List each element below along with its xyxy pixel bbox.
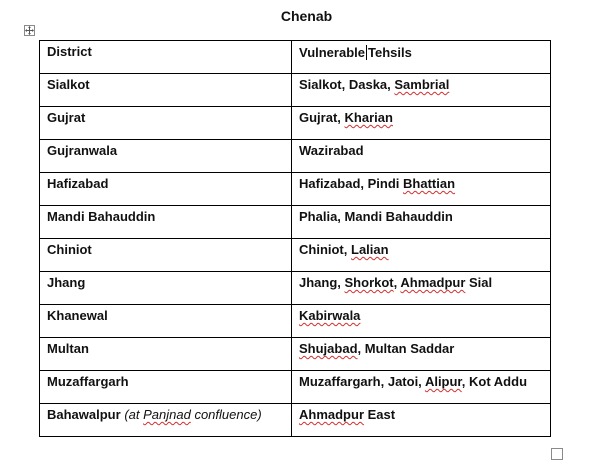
tehsils-cell[interactable] [292,206,551,239]
district-name: Sialkot [47,77,90,92]
tehsil-text: Hafizabad, Pindi [299,176,404,191]
district-cell[interactable] [40,140,292,173]
district-cell[interactable] [40,206,292,239]
table-row [40,239,551,272]
district-note [121,407,262,422]
tehsil-flagged-word: Sambrial [394,77,450,92]
table-row [40,404,551,437]
table-row [40,371,551,404]
table-row [40,338,551,371]
district-name: Muzaffargarh [47,374,129,389]
tehsil-text: Gujrat, [299,110,345,125]
district-name: Mandi Bahauddin [47,209,156,224]
district-cell[interactable] [40,74,292,107]
district-name: Khanewal [47,308,108,323]
district-name: Chiniot [47,242,92,257]
table-row [40,206,551,239]
tehsil-flagged-word: Lalian [351,242,389,257]
district-cell[interactable] [40,173,292,206]
district-cell[interactable] [40,404,292,437]
tehsil-text: Muzaffargarh, Jatoi, [299,374,425,389]
header-tehsils[interactable] [292,41,551,74]
district-note-close: confluence) [190,407,262,422]
tehsil-text: Jhang, [299,275,345,290]
district-cell[interactable] [40,107,292,140]
district-note-flagged-word: Panjnad [143,407,191,422]
district-cell[interactable] [40,239,292,272]
tehsil-text: East [364,407,396,422]
header-district[interactable] [40,41,292,74]
tehsil-flagged-word: Ahmadpur [299,407,364,422]
table-row [40,74,551,107]
tehsil-text: Sial [465,275,493,290]
tehsil-flagged-word: Shorkot [344,275,394,290]
chenab-table [39,40,551,437]
tehsils-cell[interactable] [292,371,551,404]
header-district-label: District [47,44,92,59]
tehsil-text: Wazirabad [299,143,364,158]
district-cell[interactable] [40,305,292,338]
district-cell[interactable] [40,371,292,404]
district-name: Bahawalpur [47,407,121,422]
tehsil-text: Chiniot, [299,242,351,257]
district-cell[interactable] [40,272,292,305]
tehsil-flagged-word: Shujabad [299,341,358,356]
tehsil-flagged-word: Bhattian [403,176,456,191]
tehsil-text: , Daska, [341,77,395,92]
header-tehsils-label-part2: Tehsils [367,45,412,60]
district-name: Gujrat [47,110,86,125]
tehsils-cell[interactable] [292,74,551,107]
tehsil-flagged-word: Alipur [424,374,462,389]
tehsils-cell[interactable] [292,272,551,305]
tehsils-cell[interactable] [292,239,551,272]
district-cell[interactable] [40,338,292,371]
tehsils-cell[interactable] [292,173,551,206]
tehsil-text: , [393,275,401,290]
table-move-handle-icon[interactable] [24,25,35,36]
text-cursor [366,45,367,60]
tehsils-cell[interactable] [292,338,551,371]
table-resize-handle-icon[interactable] [551,448,563,460]
tehsils-cell[interactable] [292,107,551,140]
tehsils-cell[interactable] [292,305,551,338]
tehsil-text: , Multan Saddar [357,341,455,356]
tehsil-text: Phalia, Mandi Bahauddin [299,209,453,224]
tehsils-cell[interactable] [292,404,551,437]
tehsil-flagged-word: Ahmadpur [400,275,466,290]
tehsils-cell[interactable] [292,140,551,173]
tehsil-text: Sialkot [299,77,342,92]
table-row [40,140,551,173]
district-note-open: (at [124,407,144,422]
header-tehsils-label-part1: Vulnerable [299,45,365,60]
district-name: Jhang [47,275,86,290]
district-name: Hafizabad [47,176,109,191]
table-row [40,272,551,305]
table-header-row [40,41,551,74]
table-row [40,305,551,338]
tehsil-flagged-word: Kabirwala [299,308,361,323]
table-row [40,107,551,140]
tehsil-text: , Kot Addu [461,374,528,389]
district-name: Multan [47,341,89,356]
tehsil-flagged-word: Kharian [344,110,393,125]
document-title: Chenab [280,8,333,24]
district-name: Gujranwala [47,143,118,158]
table-row [40,173,551,206]
